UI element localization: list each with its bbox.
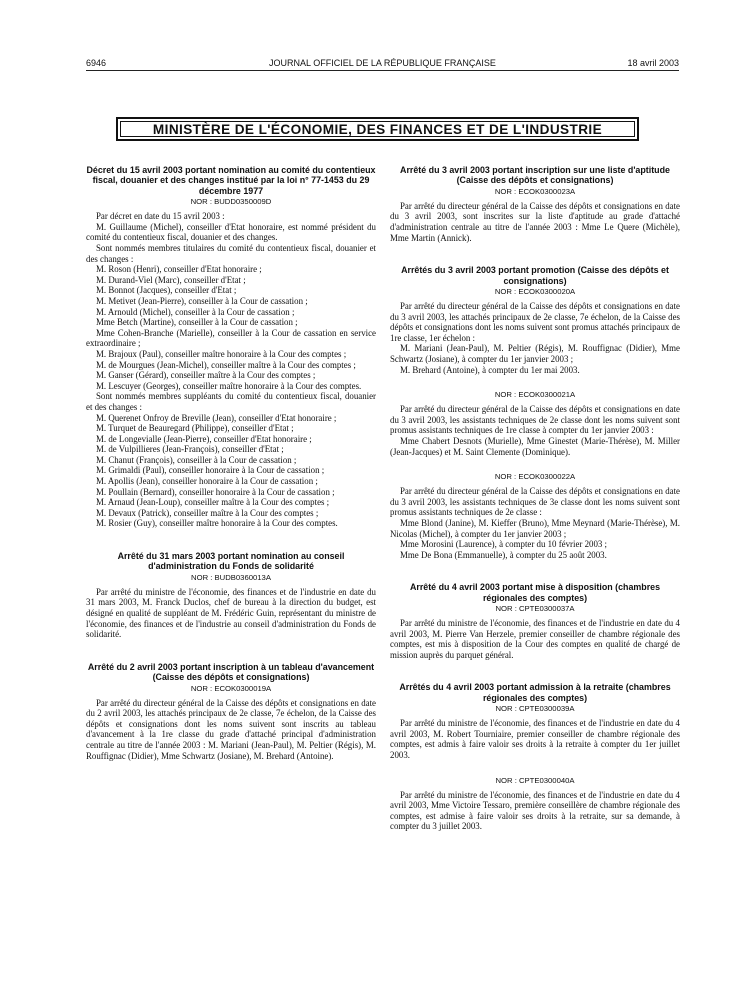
nor-reference: NOR : ECOK0300020A <box>494 287 576 296</box>
decree-section <box>390 682 680 760</box>
body-paragraph: M. Arnould (Michel), conseiller à la Cour de cassation ; <box>96 306 295 317</box>
decree-title: Arrêtés du 3 avril 2003 portant promotion (Caisse des dépôts et consignations) <box>401 265 669 286</box>
body-paragraph: M. Turquet de Beauregard (Philippe), conseiller d'Etat ; <box>96 423 294 434</box>
decree-section <box>86 551 376 640</box>
decree-section <box>390 390 680 457</box>
nor-reference: NOR : ECOK0300023A <box>494 186 576 196</box>
body-paragraph: Sont nommés membres titulaires du comité du contentieux fiscal, douanier et des changes : <box>86 243 376 264</box>
section-spacer <box>390 660 680 682</box>
ministry-banner <box>116 117 639 141</box>
body-paragraph: Mme De Bona (Emmanuelle), à compter du 25 août 2003. <box>400 549 607 560</box>
decree-title: Arrêté du 3 avril 2003 portant inscription sur une liste d'aptitude (Caisse des dépôts et consignations) <box>400 165 670 186</box>
decree-section <box>390 582 680 660</box>
body-paragraph: Par arrêté du ministre de l'économie, des finances et de l'industrie en date du 4 avril 2003, M. Pierre Van Herzele, premier conseiller de chambre régionale des comptes, est mis à disposition de la Cour des comptes en qualité de chargé de mission auprès du parquet général. <box>390 618 680 660</box>
body-paragraph: Mme Blond (Janine), M. Kieffer (Bruno), Mme Meynard (Marie-Thérèse), M. Nicolas (Michel), à compter du 1er janvier 2003 ; <box>390 517 680 539</box>
body-paragraph: Par arrêté du directeur général de la Caisse des dépôts et consignations en date du 3 avril 2003, les attachés principaux de 2e classe, 7e échelon, de la Caisse des dépôts et consignations dont les noms suivent sont promus attachés principaux de 1re classe, 1er échelon : <box>390 301 680 343</box>
body-paragraph: Par arrêté du directeur général de la Caisse des dépôts et consignations en date du 3 avril 2003, sont inscrites sur la liste d'aptitude au grade d'attaché d'administration centrale au titre de l'année 2003 : Mme Le Quere (Michèle), Mme Martin (Annick). <box>390 200 680 243</box>
decree-title: Arrêté du 2 avril 2003 portant inscription à un tableau d'avancement (Caisse des dépôts et consignations) <box>87 661 375 683</box>
body-paragraph: M. Devaux (Patrick), conseiller maître à la Cour des comptes ; <box>96 507 319 518</box>
section-spacer <box>390 560 680 582</box>
page-number: 6946 <box>86 58 107 68</box>
body-paragraph: M. de Longevialle (Jean-Pierre), conseiller d'Etat honoraire ; <box>96 433 312 444</box>
body-paragraph: M. Durand-Viel (Marc), conseiller d'Etat ; <box>96 274 246 285</box>
section-spacer <box>390 457 680 471</box>
nor-reference: NOR : ECOK0300019A <box>190 683 272 693</box>
body-paragraph: M. Grimaldi (Paul), conseiller honoraire à la Cour de cassation ; <box>96 465 325 476</box>
decree-section <box>390 165 680 243</box>
body-paragraph: Par arrêté du ministre de l'économie, des finances et de l'industrie en date du 4 avril 2003, Mme Victoire Tessaro, première conseillère de chambre régionale des comptes, est admise à faire valoir ses droits à la retraite, sur sa demande, à compter du 3 juillet 2003. <box>390 789 680 832</box>
nor-reference: NOR : ECOK0300021A <box>494 390 576 400</box>
left-column <box>86 165 376 761</box>
body-paragraph: M. Bonnot (Jacques), conseiller d'Etat ; <box>96 285 237 296</box>
body-paragraph: M. Guillaume (Michel), conseiller d'Etat honoraire, est nommé président du comité du contentieux fiscal, douanier et des changes. <box>86 221 376 243</box>
decree-section <box>86 662 376 761</box>
body-paragraph: M. Querenet Onfroy de Breville (Jean), conseiller d'Etat honoraire ; <box>96 412 337 423</box>
right-column <box>390 165 680 832</box>
body-paragraph: M. Roson (Henri), conseiller d'Etat honoraire ; <box>96 264 262 275</box>
section-spacer <box>86 529 376 551</box>
decree-section <box>390 776 680 832</box>
nor-reference: NOR : BUDB0360013A <box>191 572 271 582</box>
section-spacer <box>390 375 680 389</box>
body-paragraph: Par arrêté du directeur général de la Caisse des dépôts et consignations en date du 3 avril 2003, les assistants techniques de 2e classe dont les noms suivent sont promus assistants techniques de 1re classe à compter du 1er janvier 2003 : <box>390 404 680 436</box>
body-paragraph: M. Rosier (Guy), conseiller maître honoraire à la Cour des comptes. <box>96 518 338 529</box>
body-paragraph: Mme Cohen-Branche (Marielle), conseiller à la Cour de cassation en service extraordinaire ; <box>86 327 376 349</box>
section-spacer <box>390 761 680 775</box>
body-paragraph: Par arrêté du directeur général de la Caisse des dépôts et consignations en date du 2 avril 2003, les attachés principaux de 2e classe, 7e échelon, de la Caisse des dépôts et consignations dont les noms suivent sont inscrits au tableau d'avancement à la 1re classe du grade d'attaché principal d'administration centrale au titre de l'année 2003 : M. Mariani (Jean-Paul), M. Peltier (Régis), M. Rouffignac (Didier), Mme Schwartz (Josiane), M. Brehard (Antoine). <box>86 697 376 761</box>
section-spacer <box>86 640 376 662</box>
body-paragraph: M. Poullain (Bernard), conseiller honoraire à la Cour de cassation ; <box>96 486 335 497</box>
body-paragraph: Par décret en date du 15 avril 2003 : <box>96 211 225 222</box>
body-paragraph: Mme Chabert Desnots (Murielle), Mme Ginestet (Marie-Thérèse), M. Miller (Jean-Jacques) et M. Saint Clemente (Dominique). <box>390 435 680 457</box>
nor-reference: NOR : CPTE0300040A <box>495 775 575 785</box>
decree-title: Arrêté du 31 mars 2003 portant nomination au conseil d'administration du Fonds de solidarité <box>117 551 345 572</box>
body-paragraph: M. Mariani (Jean-Paul), M. Peltier (Régis), M. Rouffignac (Didier), Mme Schwartz (Josiane), à compter du 1er janvier 2003 ; <box>390 343 680 364</box>
body-paragraph: M. Lescuyer (Georges), conseiller maître honoraire à la Cour des comptes. <box>96 380 362 391</box>
body-paragraph: M. Brehard (Antoine), à compter du 1er mai 2003. <box>400 364 580 375</box>
ministry-title: MINISTÈRE DE L'ÉCONOMIE, DES FINANCES ET DE L'INDUSTRIE <box>152 121 603 137</box>
decree-section <box>390 472 680 560</box>
body-paragraph: M. Apollis (Jean), conseiller honoraire à la Cour de cassation ; <box>96 476 318 487</box>
body-paragraph: Par arrêté du directeur général de la Caisse des dépôts et consignations en date du 3 avril 2003, les assistants techniques de 3e classe dont les noms suivent sont promus assistants techniques de 2e classe : <box>390 486 680 518</box>
body-paragraph: Par arrêté du ministre de l'économie, des finances et de l'industrie en date du 4 avril 2003, M. Robert Tourniaire, premier conseiller de chambre régionale des comptes, est admis à faire valoir ses droits à la retraite à compter du 1er juillet 2003. <box>390 718 680 761</box>
nor-reference: NOR : ECOK0300022A <box>494 472 576 482</box>
body-paragraph: M. Metivet (Jean-Pierre), conseiller à la Cour de cassation ; <box>96 295 308 306</box>
decree-title: Arrêté du 4 avril 2003 portant mise à disposition (chambres régionales des comptes) <box>409 582 661 603</box>
nor-reference: NOR : CPTE0300039A <box>495 704 575 714</box>
body-paragraph: Mme Betch (Martine), conseiller à la Cour de cassation ; <box>96 317 298 328</box>
decree-section <box>390 265 680 375</box>
decree-title: Arrêtés du 4 avril 2003 portant admission à la retraite (chambres régionales des comptes) <box>399 682 671 703</box>
decree-title: Décret du 15 avril 2003 portant nomination au comité du contentieux fiscal, douanier et des changes institué par la loi n° 77-1453 du 29 décembre 1977 <box>86 165 376 196</box>
body-paragraph: M. de Mourgues (Jean-Michel), conseiller maître à la Cour des comptes ; <box>96 359 356 370</box>
nor-reference: NOR : BUDD0350009D <box>190 197 272 207</box>
body-paragraph: Par arrêté du ministre de l'économie, des finances et de l'industrie en date du 31 mars 2003, M. Franck Duclos, chef de bureau à la direction du budget, est désigné en qualité de suppléant de M. Frédéric Guin, représentant du ministre de l'économie, des finances et de l'industrie au conseil d'administration du Fonds de solidarité. <box>86 586 376 640</box>
journal-title: JOURNAL OFFICIEL DE LA RÉPUBLIQUE FRANÇAISE <box>269 58 496 68</box>
section-spacer <box>390 243 680 265</box>
header-rule <box>86 70 679 71</box>
body-paragraph: M. Brajoux (Paul), conseiller maître honoraire à la Cour des comptes ; <box>96 348 347 359</box>
nor-reference: NOR : CPTE0300037A <box>495 604 575 614</box>
body-paragraph: M. de Vulpillieres (Jean-François), conseiller d'Etat ; <box>96 444 284 455</box>
body-paragraph: M. Ganser (Gérard), conseiller maître à la Cour des comptes ; <box>96 370 316 381</box>
body-paragraph: Mme Morosini (Laurence), à compter du 10 février 2003 ; <box>400 539 608 550</box>
issue-date: 18 avril 2003 <box>627 58 679 68</box>
body-paragraph: Sont nommés membres suppléants du comité du contentieux fiscal, douanier et des changes : <box>86 391 376 412</box>
body-paragraph: M. Chanut (François), conseiller à la Cour de cassation ; <box>96 454 297 465</box>
decree-section <box>86 165 376 529</box>
body-paragraph: M. Arnaud (Jean-Loup), conseiller maître à la Cour des comptes ; <box>96 497 330 508</box>
